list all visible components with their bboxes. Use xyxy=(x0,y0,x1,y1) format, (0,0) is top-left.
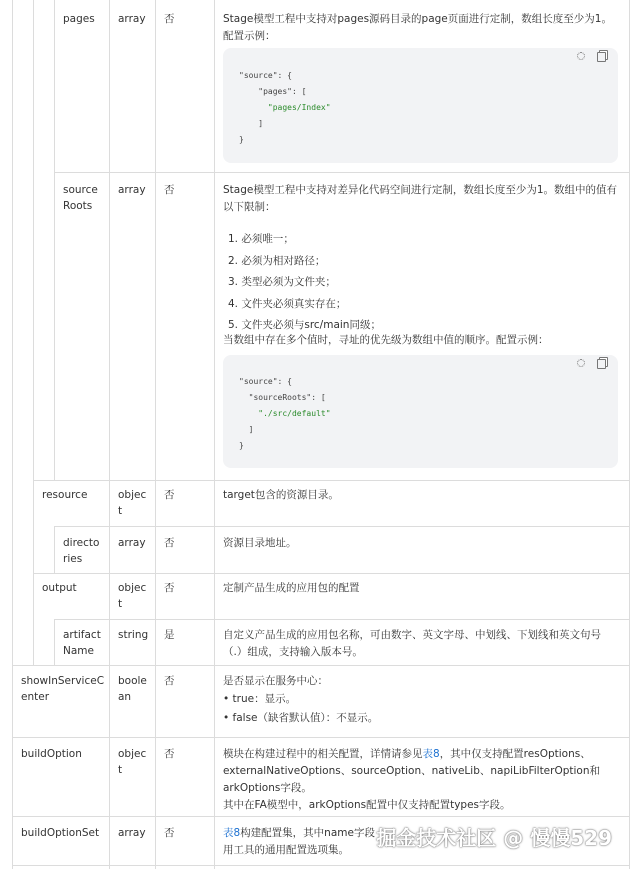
grid-line xyxy=(54,172,629,173)
list-item: 5. 文件夹必须与src/main同级； xyxy=(228,319,381,331)
grid-line xyxy=(33,480,629,481)
param-required: 否 xyxy=(164,675,175,687)
code-line: ] xyxy=(239,119,264,128)
param-type: objec t xyxy=(118,489,147,517)
grid-line xyxy=(54,0,55,480)
param-description: Stage模型工程中支持对差异化代码空间进行定制，数组长度至少为1。数组中的值有以下限制： xyxy=(223,184,618,213)
code-block xyxy=(223,48,618,163)
grid-line xyxy=(12,737,629,738)
param-required: 否 xyxy=(164,582,175,594)
grid-line xyxy=(33,0,34,665)
param-type: array xyxy=(118,537,146,549)
param-description-note: 其中在FA模型中，arkOptions配置中仅支持配置types字段。 xyxy=(223,799,511,811)
param-description: 资源目录地址。 xyxy=(223,537,297,549)
grid-line xyxy=(155,0,156,869)
copy-icon[interactable] xyxy=(597,52,606,62)
param-name: artifact Name xyxy=(63,629,101,657)
code-line: "source": { xyxy=(239,377,292,386)
copy-icon[interactable] xyxy=(597,359,606,369)
param-required: 否 xyxy=(164,184,175,196)
param-description xyxy=(223,746,618,797)
code-line: "sourceRoots": [ xyxy=(239,393,326,402)
grid-line xyxy=(12,865,629,866)
desc-text: 模块在构建过程中的相关配置，详情请参见 xyxy=(223,748,423,760)
watermark: 掘金技术社区 @ 慢慢529 xyxy=(376,826,612,850)
grid-line xyxy=(12,665,629,666)
param-required: 否 xyxy=(164,827,175,839)
param-name: buildOptionSet xyxy=(21,827,100,839)
code-line: "pages/Index" xyxy=(239,103,331,112)
grid-line xyxy=(12,816,629,817)
list-item: 3. 类型必须为文件夹； xyxy=(228,276,336,288)
param-description: 自定义产品生成的应用包名称，可由数字、英文字母、中划线、下划线和英文句号（.）组成，支持输入版本号。 xyxy=(223,629,601,658)
table8-link[interactable]: 表8 xyxy=(223,827,241,839)
list-item: • false（缺省默认值）：不显示。 xyxy=(223,709,618,728)
param-type: array xyxy=(118,184,146,196)
desc-text: ，其中仅支持配置resOptions、externalNativeOptions、sourceOption、nativeLib、napiLibFilterOption和arkOptions字段。 xyxy=(223,748,601,794)
list-item: 4. 文件夹必须真实存在； xyxy=(228,297,347,310)
param-required: 否 xyxy=(164,537,175,549)
grid-line xyxy=(54,619,629,620)
param-name: buildOption xyxy=(21,748,82,760)
code-line: } xyxy=(239,441,244,450)
grid-line xyxy=(214,0,215,869)
list-item: 2. 必须为相对路径； xyxy=(228,254,326,267)
param-type: objec t xyxy=(118,582,147,610)
theme-toggle-icon[interactable] xyxy=(577,52,585,60)
param-required: 否 xyxy=(164,489,175,501)
param-required: 否 xyxy=(164,748,175,760)
param-name: pages xyxy=(63,13,95,25)
grid-line xyxy=(12,0,13,869)
table8-link[interactable]: 表8 xyxy=(422,748,440,760)
grid-line xyxy=(629,0,630,869)
param-required: 否 xyxy=(164,13,175,25)
desc-text: 构建配置集，其中name字段 xyxy=(240,827,375,839)
code-line: ] xyxy=(239,425,254,434)
grid-line xyxy=(54,526,55,573)
param-description: target包含的资源目录。 xyxy=(223,489,339,501)
param-description: 是否显示在服务中心： xyxy=(223,675,328,687)
param-description: Stage模型工程中支持对pages源码目录的page页面进行定制，数组长度至少为1。配置示例： xyxy=(223,13,612,42)
param-description: 定制产品生成的应用包的配置 xyxy=(223,582,360,594)
grid-line xyxy=(109,0,110,869)
param-required: 是 xyxy=(164,629,175,641)
bullet-list xyxy=(223,690,618,728)
code-line: "./src/default" xyxy=(239,409,331,418)
param-name: showInServiceC enter xyxy=(21,675,105,703)
param-name: directo ries xyxy=(63,537,100,565)
param-description-note: 用工具的通用配置选项集。 xyxy=(223,844,349,856)
code-line: "pages": [ xyxy=(239,87,307,96)
list-item: • true：显示。 xyxy=(223,690,618,709)
theme-toggle-icon[interactable] xyxy=(577,359,585,367)
param-type: array xyxy=(118,827,146,839)
param-type: boole an xyxy=(118,675,147,703)
code-line: "source": { xyxy=(239,71,292,80)
param-type: array xyxy=(118,13,146,25)
grid-line xyxy=(54,526,629,527)
param-name: source Roots xyxy=(63,184,98,212)
grid-line xyxy=(54,619,55,665)
list-item: 1. 必须唯一； xyxy=(228,233,294,245)
grid-line xyxy=(33,573,629,574)
code-line: } xyxy=(239,135,244,144)
param-name: resource xyxy=(42,489,88,501)
param-name: output xyxy=(42,582,77,594)
param-description-after: 当数组中存在多个值时，寻址的优先级为数组中值的顺序。配置示例： xyxy=(223,334,549,346)
param-type: string xyxy=(118,629,149,641)
param-type: objec t xyxy=(118,748,147,776)
code-block xyxy=(223,355,618,468)
constraint-list xyxy=(228,229,618,337)
